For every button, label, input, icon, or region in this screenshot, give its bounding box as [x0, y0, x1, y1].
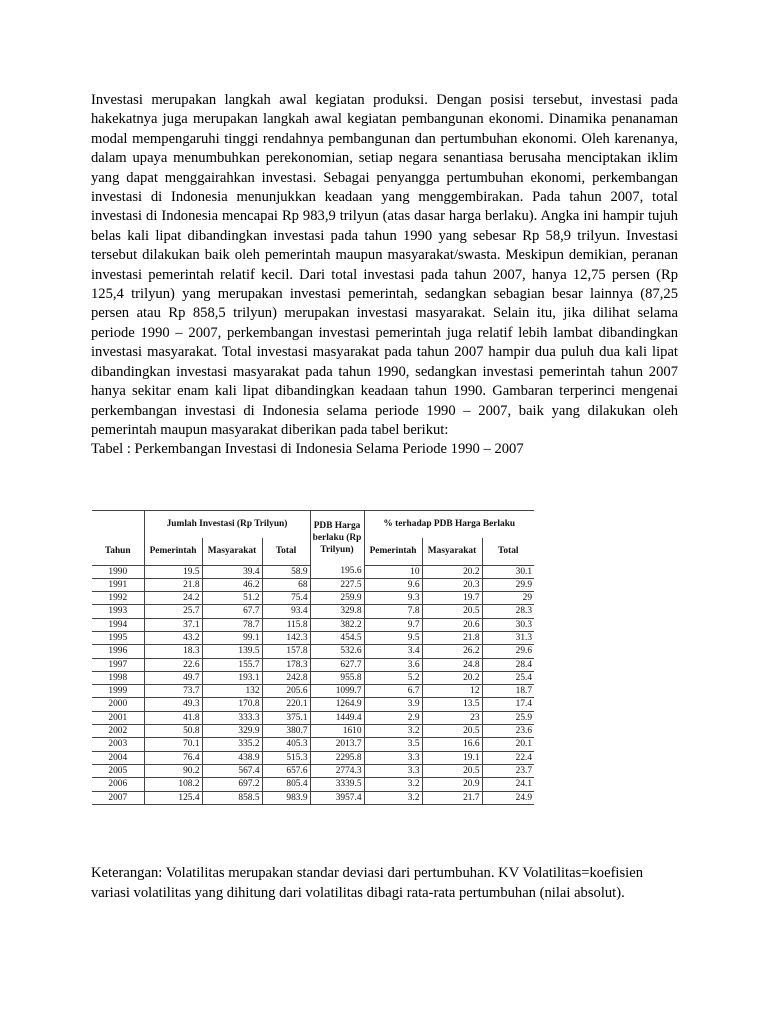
table-cell: 29.6 [482, 645, 534, 658]
table-cell-year: 2007 [92, 791, 144, 804]
table-row [92, 711, 534, 724]
table-cell: 67.7 [202, 605, 262, 618]
table-cell: 178.3 [262, 658, 310, 671]
table-cell: 335.2 [202, 738, 262, 751]
table-cell: 697.2 [202, 778, 262, 791]
table-cell: 18.3 [144, 645, 202, 658]
table-cell: 23 [422, 711, 482, 724]
table-cell: 20.5 [422, 764, 482, 777]
table-cell: 58.9 [262, 565, 310, 578]
table-cell: 3.2 [364, 778, 422, 791]
table-cell: 3.2 [364, 725, 422, 738]
table-cell: 17.4 [482, 698, 534, 711]
table-cell: 18.7 [482, 685, 534, 698]
table-cell: 51.2 [202, 592, 262, 605]
header-tahun: Tahun [92, 538, 144, 565]
table-cell-year: 1998 [92, 671, 144, 684]
table-cell: 3.9 [364, 698, 422, 711]
table-cell: 567.4 [202, 764, 262, 777]
table-cell: 2774.3 [310, 764, 364, 777]
table-cell: 20.9 [422, 778, 482, 791]
table-cell-year: 1993 [92, 605, 144, 618]
table-cell: 142.3 [262, 631, 310, 644]
table-cell: 24.8 [422, 658, 482, 671]
table-cell: 76.4 [144, 751, 202, 764]
table-cell: 12 [422, 685, 482, 698]
table-cell: 382.2 [310, 618, 364, 631]
table-cell: 1264.9 [310, 698, 364, 711]
table-cell-year: 1999 [92, 685, 144, 698]
table-cell: 155.7 [202, 658, 262, 671]
table-caption: Tabel : Perkembangan Investasi di Indonesia Selama Periode 1990 – 2007 [91, 441, 524, 458]
table-cell: 41.8 [144, 711, 202, 724]
table-cell: 28.3 [482, 605, 534, 618]
table-cell: 29 [482, 592, 534, 605]
table-cell: 380.7 [262, 725, 310, 738]
table-cell: 43.2 [144, 631, 202, 644]
table-cell: 68 [262, 578, 310, 591]
table-row [92, 605, 534, 618]
table-cell: 329.8 [310, 605, 364, 618]
table-cell: 20.5 [422, 725, 482, 738]
table-cell-year: 1997 [92, 658, 144, 671]
table-cell: 3.5 [364, 738, 422, 751]
table-cell: 3957.4 [310, 791, 364, 804]
table-cell-year: 2004 [92, 751, 144, 764]
table-cell: 99.1 [202, 631, 262, 644]
table-cell: 24.1 [482, 778, 534, 791]
table-cell: 20.2 [422, 671, 482, 684]
table-cell: 3.4 [364, 645, 422, 658]
table-cell: 983.9 [262, 791, 310, 804]
table-cell: 375.1 [262, 711, 310, 724]
table-cell: 31.3 [482, 631, 534, 644]
table-cell: 78.7 [202, 618, 262, 631]
table-cell: 7.8 [364, 605, 422, 618]
table-cell: 259.9 [310, 592, 364, 605]
table-cell: 805.4 [262, 778, 310, 791]
table-cell: 21.8 [422, 631, 482, 644]
table-row [92, 725, 534, 738]
table-row [92, 738, 534, 751]
table-cell: 26.2 [422, 645, 482, 658]
table-cell: 6.7 [364, 685, 422, 698]
table-cell: 2295.8 [310, 751, 364, 764]
table-cell: 157.8 [262, 645, 310, 658]
table-cell: 3.2 [364, 791, 422, 804]
table-cell-year: 2001 [92, 711, 144, 724]
table-cell-year: 2006 [92, 778, 144, 791]
table-cell: 1610 [310, 725, 364, 738]
table-row [92, 778, 534, 791]
table-cell: 193.1 [202, 671, 262, 684]
header-pct-total: Total [482, 538, 534, 565]
table-cell: 108.2 [144, 778, 202, 791]
table-cell: 73.7 [144, 685, 202, 698]
table-cell: 3339.5 [310, 778, 364, 791]
table-cell: 195.6 [310, 565, 364, 578]
table-cell: 20.2 [422, 565, 482, 578]
table-cell: 657.6 [262, 764, 310, 777]
table-cell: 30.3 [482, 618, 534, 631]
table-cell: 5.2 [364, 671, 422, 684]
table-row [92, 618, 534, 631]
table-cell: 20.3 [422, 578, 482, 591]
header-pct-pemerintah: Pemerintah [364, 538, 422, 565]
table-cell: 21.8 [144, 578, 202, 591]
table-cell: 125.4 [144, 791, 202, 804]
header-masyarakat: Masyarakat [202, 538, 262, 565]
intro-text-block [91, 91, 678, 460]
table-cell: 75.4 [262, 592, 310, 605]
table-cell: 9.7 [364, 618, 422, 631]
table-cell: 21.7 [422, 791, 482, 804]
table-cell-year: 2005 [92, 764, 144, 777]
note-text: Keterangan: Volatilitas merupakan standar deviasi dari pertumbuhan. KV Volatilitas=koefisien variasi volatilitas yang dihitung dari volatilitas dibagi rata-rata pertumbuhan (nilai absolut). [91, 865, 643, 901]
table-cell: 70.1 [144, 738, 202, 751]
table-cell: 132 [202, 685, 262, 698]
table-cell: 22.4 [482, 751, 534, 764]
table-cell: 1449.4 [310, 711, 364, 724]
table-cell: 220.1 [262, 698, 310, 711]
table-cell-year: 1994 [92, 618, 144, 631]
table-cell: 24.9 [482, 791, 534, 804]
table-cell: 19.5 [144, 565, 202, 578]
table-cell: 39.4 [202, 565, 262, 578]
table-cell-year: 2002 [92, 725, 144, 738]
header-pemerintah: Pemerintah [144, 538, 202, 565]
table-cell: 515.3 [262, 751, 310, 764]
table-cell: 49.3 [144, 698, 202, 711]
table-cell-year: 1995 [92, 631, 144, 644]
table-cell: 9.3 [364, 592, 422, 605]
table-cell: 532.6 [310, 645, 364, 658]
header-group-pdb: PDB Harga berlaku (Rp Trilyun) [310, 511, 364, 566]
table-row [92, 685, 534, 698]
table-cell: 333.3 [202, 711, 262, 724]
table-cell: 1099.7 [310, 685, 364, 698]
table-cell: 19.7 [422, 592, 482, 605]
table-row [92, 592, 534, 605]
table-cell: 3.6 [364, 658, 422, 671]
table-row [92, 764, 534, 777]
table-cell: 25.9 [482, 711, 534, 724]
table-cell: 37.1 [144, 618, 202, 631]
table-cell: 205.6 [262, 685, 310, 698]
table-row [92, 645, 534, 658]
table-row [92, 658, 534, 671]
table-cell: 24.2 [144, 592, 202, 605]
table-cell: 49.7 [144, 671, 202, 684]
table-cell-year: 1991 [92, 578, 144, 591]
table-cell: 50.8 [144, 725, 202, 738]
table-cell: 858.5 [202, 791, 262, 804]
table-cell: 10 [364, 565, 422, 578]
table-cell: 955.8 [310, 671, 364, 684]
table-cell: 30.1 [482, 565, 534, 578]
table-row [92, 791, 534, 804]
table-cell: 139.5 [202, 645, 262, 658]
header-total: Total [262, 538, 310, 565]
table-cell: 29.9 [482, 578, 534, 591]
table-cell: 2.9 [364, 711, 422, 724]
table-cell: 13.5 [422, 698, 482, 711]
table-cell: 170.8 [202, 698, 262, 711]
table-row [92, 751, 534, 764]
table-cell-year: 1990 [92, 565, 144, 578]
table-cell: 25.4 [482, 671, 534, 684]
table-cell: 242.8 [262, 671, 310, 684]
intro-paragraph: Investasi merupakan langkah awal kegiatan produksi. Dengan posisi tersebut, investasi pada hakekatnya juga merupakan langkah awal kegiatan pembangunan ekonomi. Dinamika penanaman modal mempengaruhi tinggi rendahnya pembangunan dan pertumbuhan ekonomi. Oleh karenanya, dalam upaya menumbuhkan perekonomian, setiap negara senantiasa berusaha menciptakan iklim yang dapat menggairahkan investasi. Sebagai penyangga pertumbuhan ekonomi, perkembangan investasi di Indonesia menunjukkan keadaan yang menggembirakan. Pada tahun 2007, total investasi di Indonesia mencapai Rp 983,9 trilyun (atas dasar harga berlaku). Angka ini hampir tujuh belas kali lipat dibandingkan investasi pada tahun 1990 yang sebesar Rp 58,9 trilyun. Investasi tersebut dilakukan baik oleh pemerintah maupun masyarakat/swasta. Meskipun demikian, peranan investasi pemerintah relatif kecil. Dari total investasi pada tahun 2007, hanya 12,75 persen (Rp 125,4 trilyun) yang merupakan investasi pemerintah, sedangkan sebagian besar lainnya (87,25 persen atau Rp 858,5 trilyun) merupakan investasi masyarakat. Selain itu, jika dilihat selama periode 1990 – 2007, perkembangan investasi pemerintah juga relatif lebih lambat dibandingkan investasi masyarakat. Total investasi masyarakat pada tahun 2007 hampir dua puluh dua kali lipat dibandingkan investasi masyarakat pada tahun 1990, sedangkan investasi pemerintah tahun 2007 hanya sekitar enam kali lipat dibandingkan keadaan tahun 1990. Gambaran terperinci mengenai perkembangan investasi di Indonesia selama periode 1990 – 2007, baik yang dilakukan oleh pemerintah maupun masyarakat diberikan pada tabel berikut: [91, 92, 678, 438]
table-cell: 90.2 [144, 764, 202, 777]
header-group-investasi: Jumlah Investasi (Rp Trilyun) [144, 511, 310, 538]
table-cell: 23.7 [482, 764, 534, 777]
table-cell-year: 2003 [92, 738, 144, 751]
table-cell: 93.4 [262, 605, 310, 618]
table-cell-year: 1992 [92, 592, 144, 605]
table-cell: 405.3 [262, 738, 310, 751]
table-row [92, 671, 534, 684]
table-cell: 3.3 [364, 751, 422, 764]
table-cell: 115.8 [262, 618, 310, 631]
note-block [91, 863, 678, 903]
table-cell: 46.2 [202, 578, 262, 591]
table-cell: 627.7 [310, 658, 364, 671]
table-cell: 20.1 [482, 738, 534, 751]
table-cell: 227.5 [310, 578, 364, 591]
table-row [92, 698, 534, 711]
table-cell: 438.9 [202, 751, 262, 764]
table-cell: 2013.7 [310, 738, 364, 751]
table-cell: 9.6 [364, 578, 422, 591]
header-corner [92, 511, 144, 538]
table-cell: 3.3 [364, 764, 422, 777]
table-cell-year: 1996 [92, 645, 144, 658]
table-cell: 28.4 [482, 658, 534, 671]
table-cell: 25.7 [144, 605, 202, 618]
header-pct-masyarakat: Masyarakat [422, 538, 482, 565]
table-cell: 23.6 [482, 725, 534, 738]
header-group-persen: % terhadap PDB Harga Berlaku [364, 511, 534, 538]
table-cell: 9.5 [364, 631, 422, 644]
table-cell: 20.5 [422, 605, 482, 618]
table-cell: 19.1 [422, 751, 482, 764]
investment-table [92, 510, 534, 805]
table-row [92, 631, 534, 644]
table-cell: 329.9 [202, 725, 262, 738]
table-row [92, 565, 534, 578]
table-body [92, 565, 534, 804]
table-cell: 20.6 [422, 618, 482, 631]
table-row [92, 578, 534, 591]
table-cell: 16.6 [422, 738, 482, 751]
investment-table-image [92, 510, 534, 829]
table-cell-year: 2000 [92, 698, 144, 711]
table-cell: 454.5 [310, 631, 364, 644]
table-cell: 22.6 [144, 658, 202, 671]
